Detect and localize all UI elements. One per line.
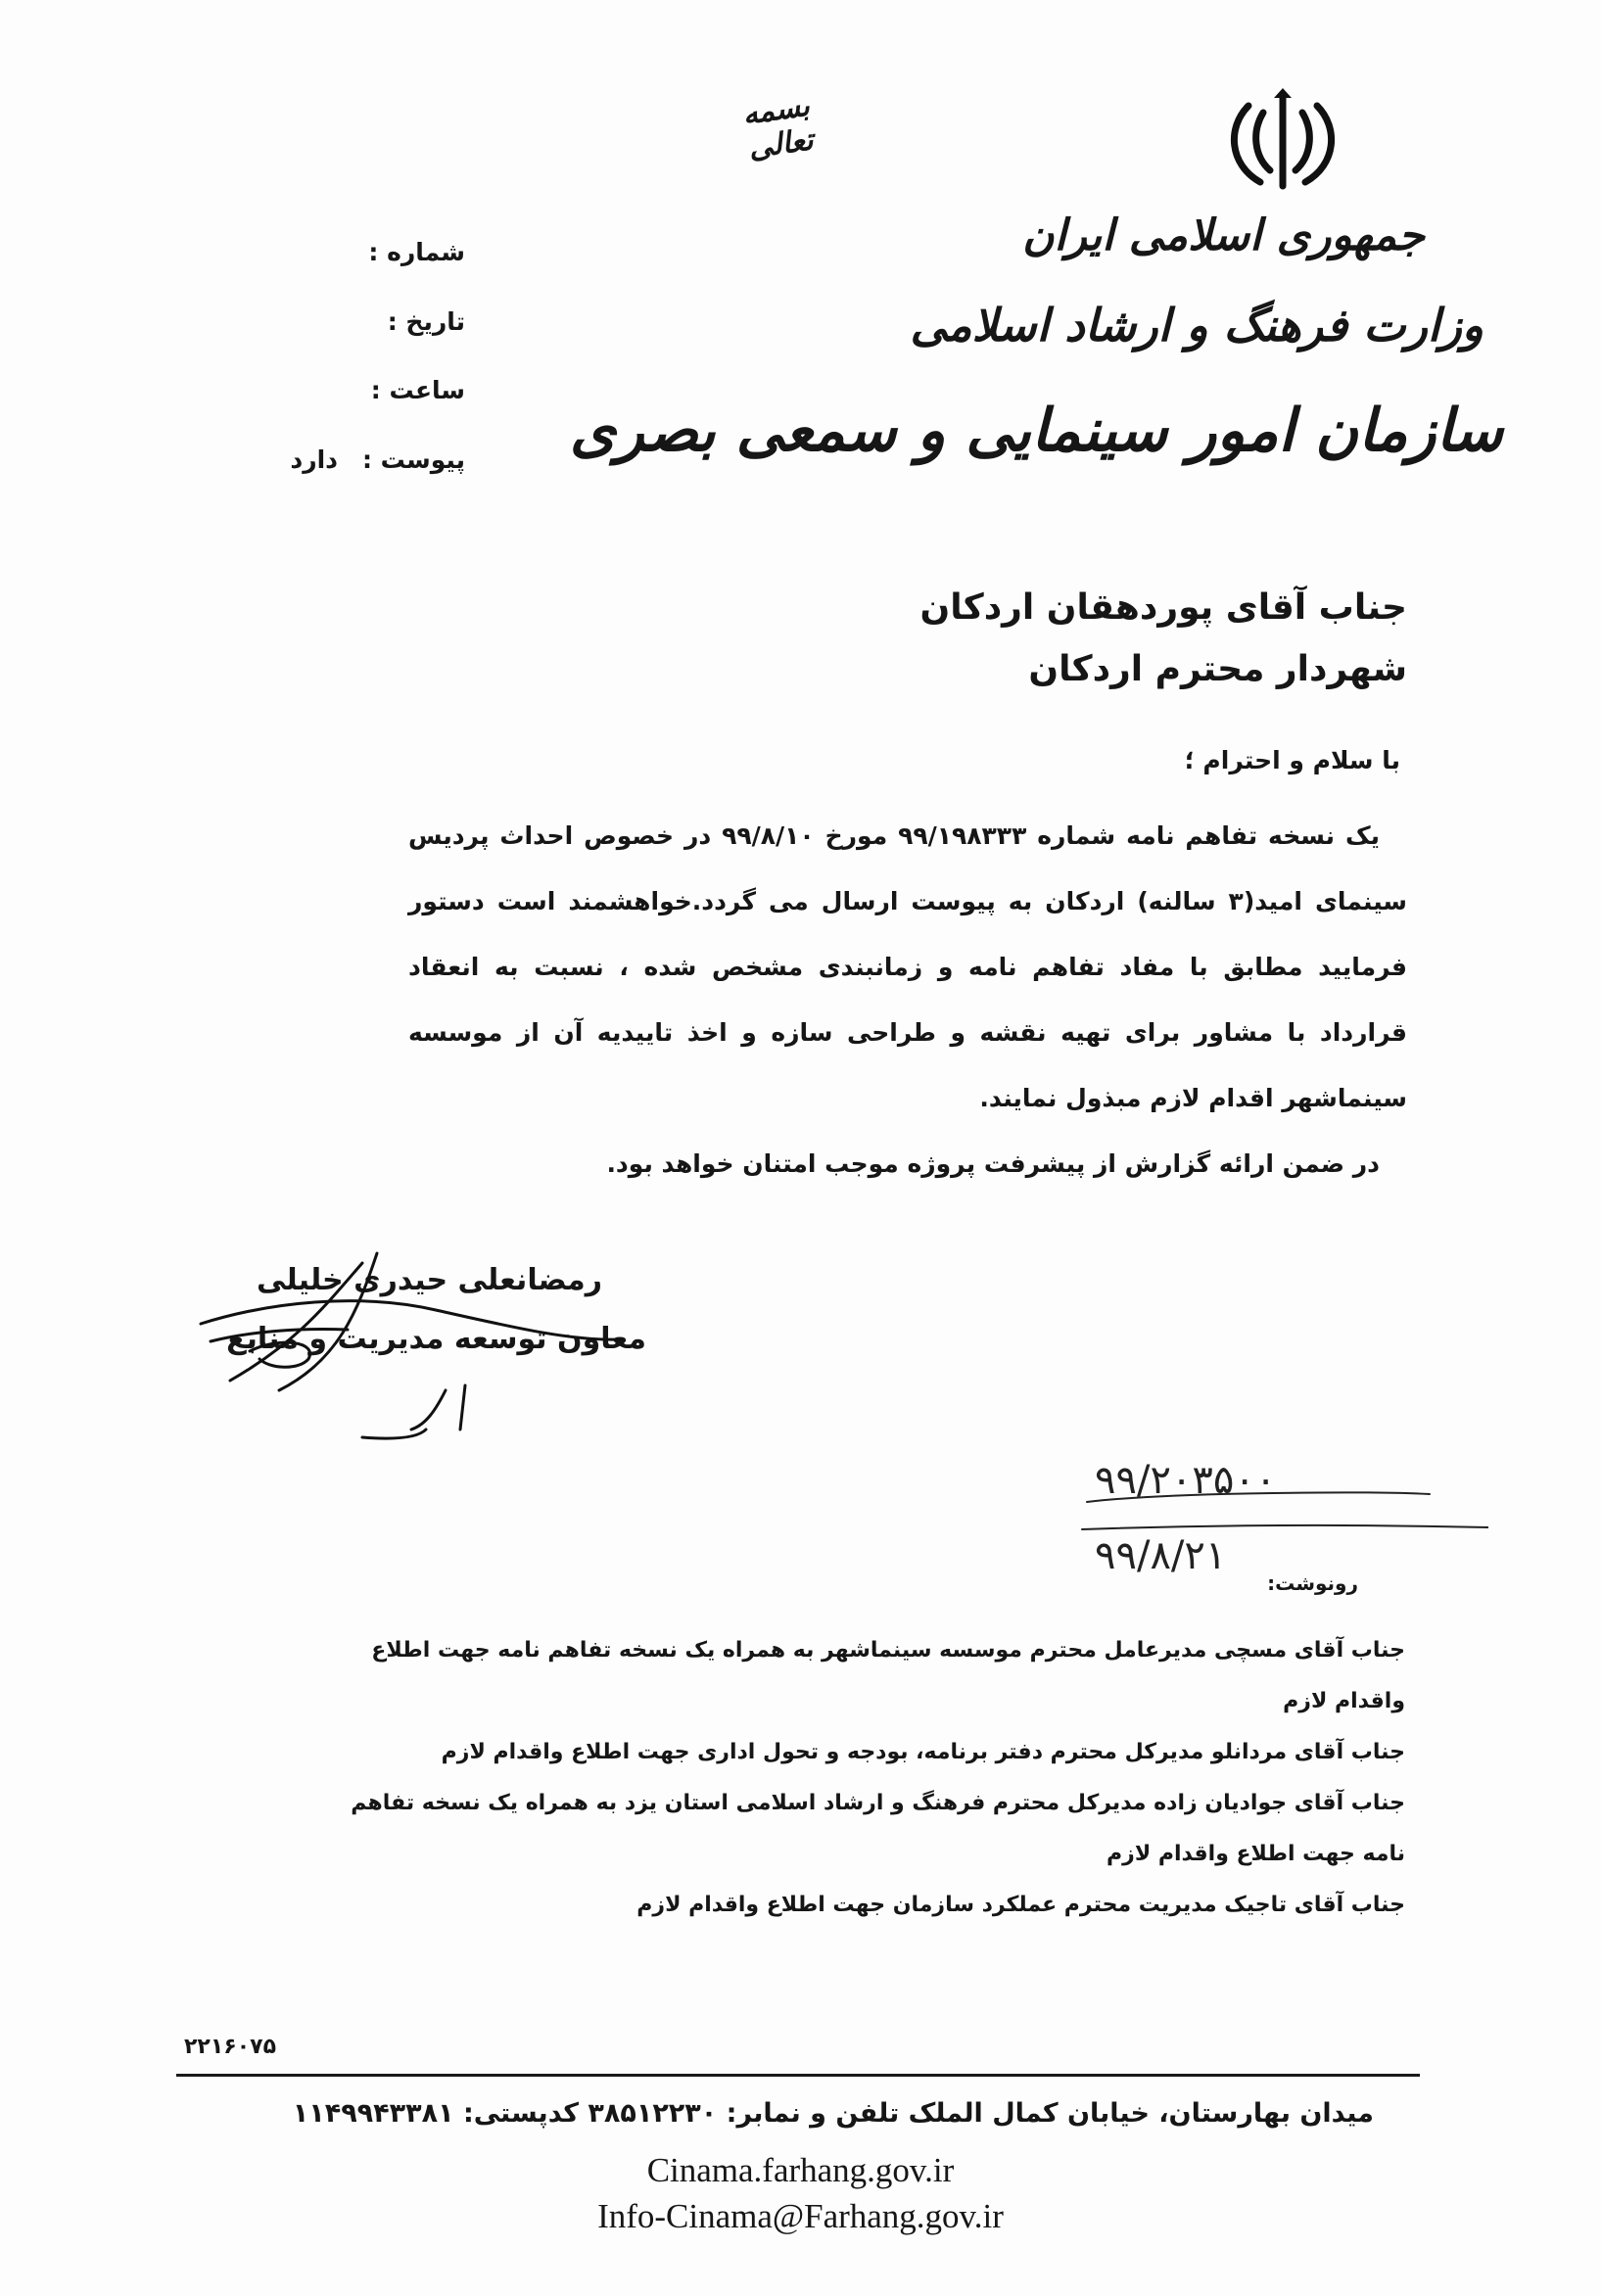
attachment-value: دارد: [290, 445, 338, 474]
ministry-line-3: سازمان امور سینمایی و سمعی بصری: [569, 397, 1503, 465]
cc-item: جناب آقای جوادیان زاده مدیرکل محترم فرهنگ و ارشاد اسلامی استان یزد به همراه یک نسخه تفاهم نامه جهت اطلاع واقدام لازم: [351, 1791, 1405, 1866]
cc-label: رونوشت:: [1267, 1571, 1358, 1595]
addressee-line-1: جناب آقای پوردهقان اردکان: [919, 587, 1407, 628]
addressee-line-2: شهردار محترم اردکان: [1028, 649, 1407, 689]
date-label: تاریخ :: [387, 307, 465, 336]
handwritten-number: ۹۹/۲۰۳۵۰۰: [1095, 1459, 1277, 1503]
letter-body: [408, 803, 1407, 1196]
cc-item: جناب آقای تاجیک مدیریت محترم عملکرد سازمان جهت اطلاع واقدام لازم: [636, 1893, 1405, 1917]
signer-name: رمضانعلی حیدری خلیلی: [256, 1263, 602, 1297]
footer-divider: [176, 2074, 1420, 2077]
body-paragraph-1: یک نسخه تفاهم نامه شماره ۹۹/۱۹۸۳۳۳ مورخ ۹۹/۸/۱۰ در خصوص احداث پردیس سینمای امید(۳ سالنه) اردکان به پیوست ارسال می گردد.خواهشمند است دستور فرمایید مطابق با مفاد تفاهم نامه و زمانبندی مشخص شده ، نسبت به انعقاد قرارداد با مشاور برای تهیه نقشه و طراحی سازه و اخذ تاییدیه آن از موسسه سینماشهر اقدام لازم مبذول نمایند.: [408, 821, 1407, 1112]
footer-website[interactable]: Cinama.farhang.gov.ir: [646, 2151, 955, 2189]
cc-item: جناب آقای مردانلو مدیرکل محترم دفتر برنامه، بودجه و تحول اداری جهت اطلاع واقدام لازم: [441, 1740, 1405, 1764]
iran-emblem-icon: [1219, 88, 1346, 196]
footer-email[interactable]: Info-Cinama@Farhang.gov.ir: [597, 2197, 1004, 2235]
bismillah-heading: بسمه تعالی: [740, 88, 816, 166]
handwritten-date: ۹۹/۸/۲۱: [1095, 1533, 1227, 1578]
ministry-line-1: جمهوری اسلامی ایران: [1022, 211, 1425, 260]
handwritten-signature: [191, 1243, 641, 1469]
attachment-label: پیوست :: [361, 445, 465, 474]
body-paragraph-2: در ضمن ارائه گزارش از پیشرفت پروژه موجب امتنان خواهد بود.: [606, 1149, 1380, 1178]
cc-list: [348, 1625, 1405, 1931]
document-code: ۲۲۱۶۰۷۵: [184, 2035, 276, 2059]
footer-address: میدان بهارستان، خیابان کمال الملک تلفن و نمابر: ۳۸۵۱۲۲۳۰ کدپستی: ۱۱۴۹۹۴۳۳۸۱: [292, 2098, 1374, 2129]
time-label: ساعت :: [370, 376, 465, 404]
greeting: با سلام و احترام ؛: [1184, 746, 1400, 774]
ministry-line-2: وزارت فرهنگ و ارشاد اسلامی: [910, 299, 1483, 351]
number-label: شماره :: [368, 238, 465, 266]
signer-title: معاون توسعه مدیریت و منابع: [226, 1322, 646, 1356]
cc-item: جناب آقای مسچی مدیرعامل محترم موسسه سینماشهر به همراه یک نسخه تفاهم نامه جهت اطلاع واقدام لازم: [371, 1638, 1405, 1713]
